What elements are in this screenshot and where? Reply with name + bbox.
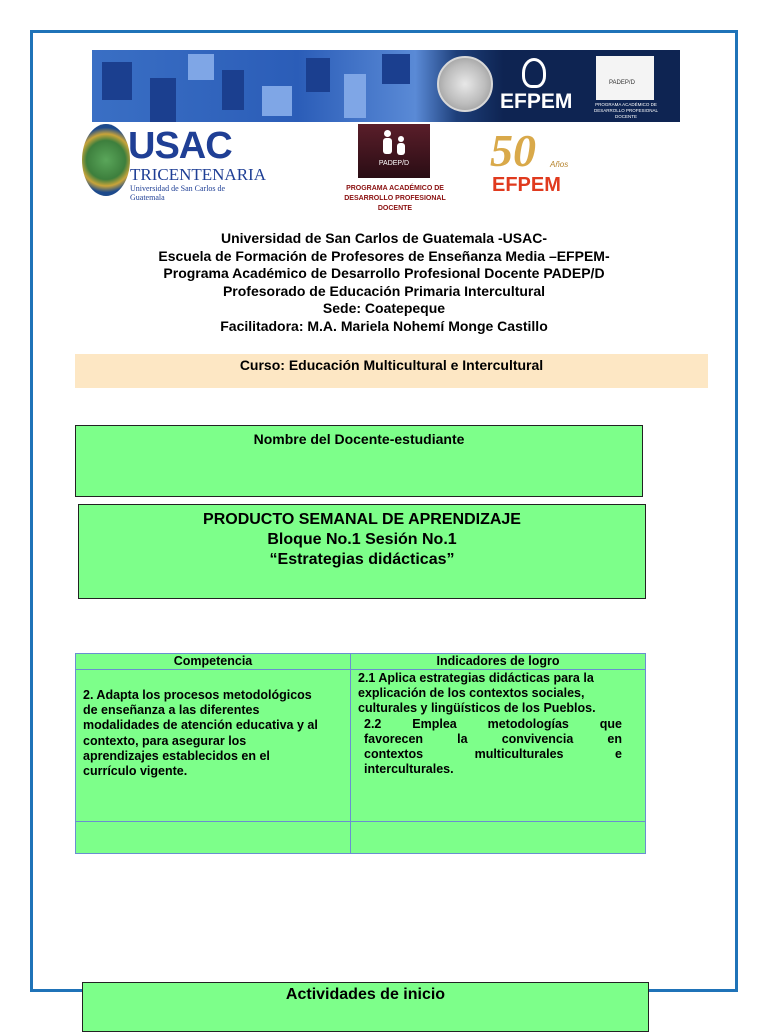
usac-logo (82, 124, 266, 202)
header-line: Programa Académico de Desarrollo Profesional Docente PADEP/D (163, 265, 605, 281)
institution-header (0, 230, 768, 335)
usac-emblem-icon (82, 124, 130, 196)
header-line: Escuela de Formación de Profesores de Enseñanza Media –EFPEM- (158, 247, 610, 264)
table-empty-cell-left[interactable] (76, 822, 350, 853)
indicadores-cell: 2.1 Aplica estrategias didácticas para la explicación de los contextos sociales, culturales y lingüísticos de los Pueblos. 2.2 Emplea metodologías que favorecen la convivencia en contextos multiculturales e interculturales. (358, 671, 622, 777)
activities-start-box (82, 982, 649, 1032)
student-name-label: Nombre del Docente-estudiante (253, 431, 465, 447)
table-header-competencia: Competencia (173, 654, 253, 668)
product-topic: “Estrategias didácticas” (269, 551, 455, 568)
usac-name: USAC (128, 125, 232, 167)
header-line: Profesorado de Educación Primaria Intercultural (222, 282, 546, 299)
banner-padep-caption: PROGRAMA ACADÉMICO DE DESARROLLO PROFESIONAL DOCENTE (593, 102, 659, 119)
usac-seal-icon (437, 56, 493, 112)
header-line: Universidad de San Carlos de Guatemala -USAC- (221, 230, 547, 246)
header-banner-image (92, 50, 680, 122)
competencia-cell: 2. Adapta los procesos metodológicos de enseñanza a las diferentes modalidades de atención educativa y al contexto, para asegurar los aprendizajes establecidos en el currículo vigente. (83, 688, 318, 779)
student-name-box[interactable] (75, 425, 643, 497)
efpem-emblem-icon (522, 58, 546, 88)
usac-tricentenaria: TRICENTENARIA (130, 165, 266, 184)
banner-padep-logo: PADEP/D (596, 56, 654, 100)
banner-efpem-label: EFPEM (500, 90, 573, 113)
header-line: Facilitadora: M.A. Mariela Nohemí Monge Castillo (220, 317, 548, 334)
padep-caption: PROGRAMA ACADÉMICO DE DESARROLLO PROFESIONAL DOCENTE (344, 185, 446, 212)
product-title-box (78, 504, 646, 599)
header-line: Sede: Coatepeque (322, 300, 446, 316)
course-title: Curso: Educación Multicultural e Intercultural (239, 357, 544, 373)
table-header-indicadores: Indicadores de logro (436, 654, 560, 668)
product-block-session: Bloque No.1 Sesión No.1 (267, 531, 457, 548)
padep-family-icon: PADEP/D (358, 124, 430, 178)
usac-subtitle: Universidad de San Carlos de Guatemala (130, 184, 226, 202)
product-heading: PRODUCTO SEMANAL DE APRENDIZAJE (203, 511, 521, 528)
efpem-50-anos-logo: 50 Años EFPEM (490, 125, 569, 196)
activities-start-title: Actividades de inicio (285, 986, 446, 1003)
padep-logo (336, 124, 454, 210)
course-bar (75, 354, 708, 388)
table-empty-cell-right[interactable] (351, 822, 645, 853)
competency-table (75, 653, 646, 854)
